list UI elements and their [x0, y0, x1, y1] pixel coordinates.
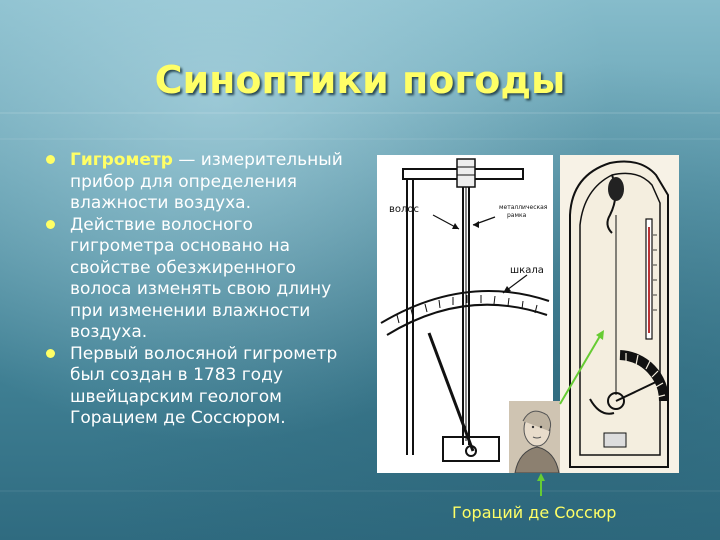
- label-spring-1: металлическая: [499, 204, 548, 211]
- bullet-highlight: Гигрометр: [70, 150, 173, 170]
- bullet-text: — измерительный прибор для определения влажности воздуха.: [70, 150, 343, 213]
- arrow-up-icon: [537, 473, 545, 481]
- label-hair: волос: [389, 204, 420, 215]
- bullet-text: Действие волосного гигрометра основано на свойстве обезжиренного волоса изменять свою длину при изменении влажности воздуха.: [70, 214, 332, 342]
- slide-title: Синоптики погоды: [154, 58, 566, 102]
- portrait-caption: Гораций де Соссюр: [452, 503, 617, 522]
- label-spring-2: рамка: [507, 212, 527, 219]
- bullet-text: Первый волосяной гигрометр был создан в 1783 году швейцарским геологом Горацием де Соссюром.: [70, 343, 338, 428]
- label-scale: шкала: [510, 265, 544, 276]
- arrow-diagonal-icon: [560, 336, 600, 404]
- arrow-diagonal-icon: [596, 330, 604, 340]
